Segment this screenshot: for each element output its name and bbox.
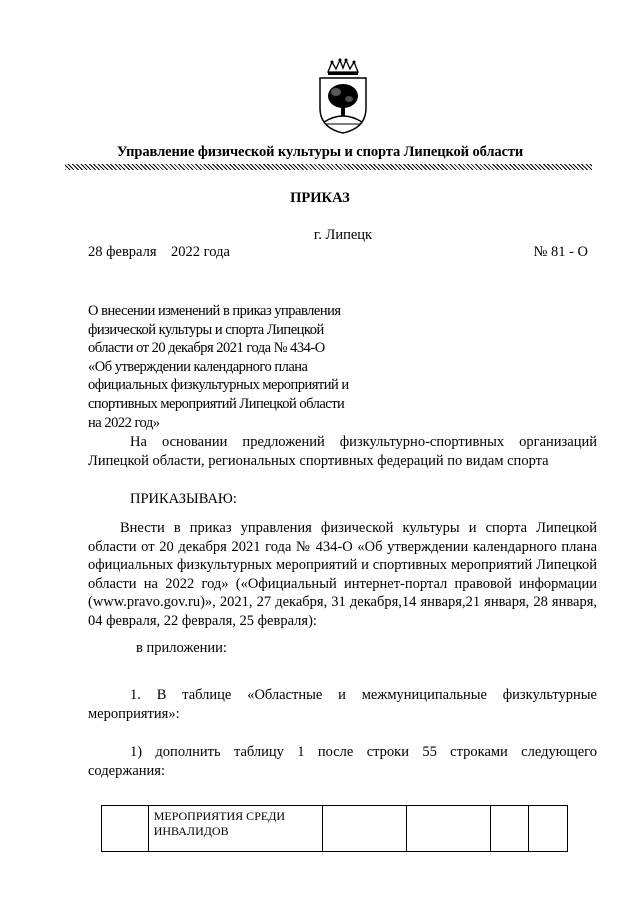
table-cell: МЕРОПРИЯТИЯ СРЕДИ ИНВАЛИДОВ [148, 806, 322, 852]
amend-paragraph: Внести в приказ управления физической культуры и спорта Липецкой области от 20 декабря 2021 года № 434-О «Об утверждении календарного плана официальных физкультурных мероприятий и спортивных мероприятий Липецкой области на 2022 год» («Официальный интернет-портал правовой информации (www.pravo.gov.ru)», 2021, 27 декабря, 31 декабря,14 января,21 января, 28 января, 04 февраля, 22 февраля, 25 февраля): [88, 520, 597, 629]
subject-line: физической культуры и спорта Липецкой [88, 321, 324, 338]
basis-paragraph: На основании предложений физкультурно-спортивных организаций Липецкой области, региональных спортивных федераций по видам спорта [88, 434, 597, 469]
subject-line: спортивных мероприятий Липецкой области [88, 395, 345, 412]
subject-line: на 2022 год» [88, 414, 160, 431]
events-table [101, 805, 568, 852]
item-1-paragraph: 1. В таблице «Областные и межмуниципальные физкультурные мероприятия»: [88, 687, 597, 722]
table-row [102, 806, 568, 852]
subject-line: «Об утверждении календарного плана [88, 358, 308, 375]
table-cell [491, 806, 528, 852]
document-subject [88, 302, 398, 432]
table-cell [528, 806, 567, 852]
coat-of-arms-emblem [314, 58, 372, 134]
header-divider [65, 164, 592, 170]
organization-name: Управление физической культуры и спорта Липецкой области [116, 144, 524, 160]
table-cell [407, 806, 491, 852]
document-city: г. Липецк [313, 227, 373, 243]
item-1-1-paragraph: 1) дополнить таблицу 1 после строки 55 строками следующего содержания: [88, 744, 597, 779]
document-number: № 81 - О [533, 244, 588, 260]
order-word: ПРИКАЗЫВАЮ: [130, 491, 237, 507]
appendix-paragraph: в приложении: [136, 640, 227, 656]
subject-line: О внесении изменений в приказ управления [88, 303, 341, 319]
subject-line: официальных физкультурных мероприятий и [88, 377, 349, 394]
document-date: 28 февраля 2022 года [88, 244, 230, 260]
table-cell [102, 806, 149, 852]
subject-line: области от 20 декабря 2021 года № 434-О [88, 340, 325, 357]
document-type: ПРИКАЗ [290, 190, 350, 206]
table-cell [322, 806, 406, 852]
